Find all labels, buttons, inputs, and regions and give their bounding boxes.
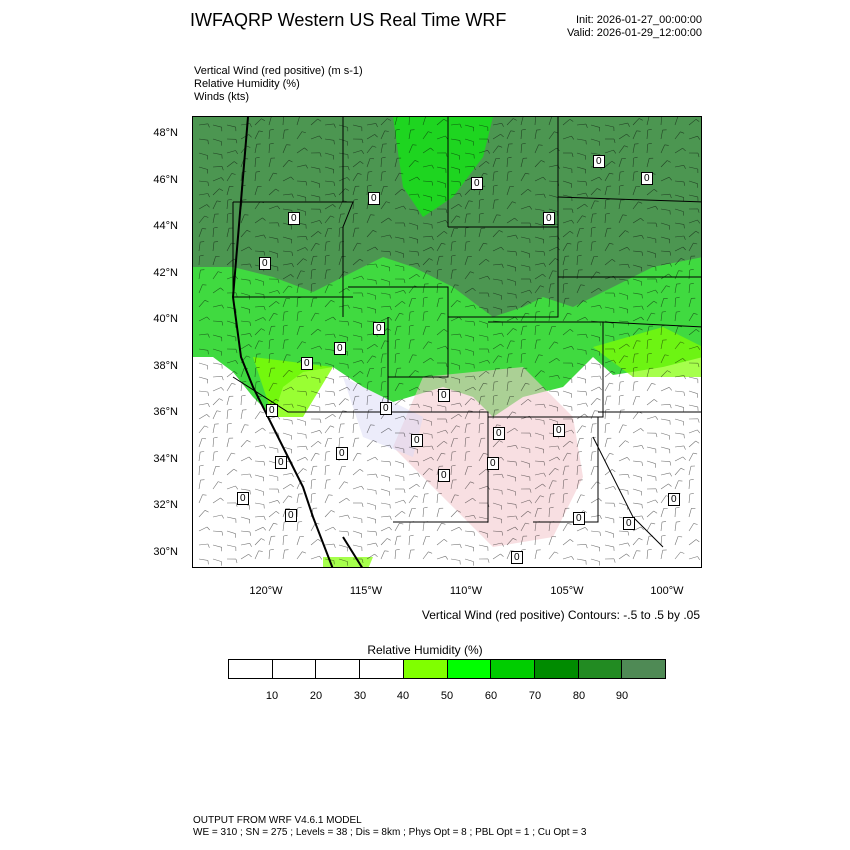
zero-contour-label: 0 bbox=[511, 551, 523, 564]
lat-label: 36°N bbox=[153, 406, 178, 418]
zero-contour-label: 0 bbox=[411, 434, 423, 447]
colorbar-label: 90 bbox=[615, 690, 629, 702]
zero-contour-label: 0 bbox=[288, 212, 300, 225]
zero-contour-label: 0 bbox=[275, 456, 287, 469]
zero-contour-label: 0 bbox=[285, 509, 297, 522]
colorbar-cell bbox=[360, 660, 404, 678]
zero-contour-label: 0 bbox=[593, 155, 605, 168]
zero-contour-label: 0 bbox=[543, 212, 555, 225]
zero-contour-label: 0 bbox=[380, 402, 392, 415]
field-list bbox=[194, 65, 363, 104]
colorbar-label: 10 bbox=[265, 690, 279, 702]
zero-contour-label: 0 bbox=[487, 457, 499, 470]
lat-label: 34°N bbox=[153, 453, 178, 465]
lat-label: 32°N bbox=[153, 499, 178, 511]
colorbar bbox=[228, 659, 666, 679]
valid-time: Valid: 2026-01-29_12:00:00 bbox=[567, 27, 702, 39]
field-relative-humidity: Relative Humidity (%) bbox=[194, 78, 300, 90]
map-graphic bbox=[193, 117, 702, 568]
colorbar-label: 60 bbox=[484, 690, 498, 702]
zero-contour-label: 0 bbox=[471, 177, 483, 190]
footer-line: OUTPUT FROM WRF V4.6.1 MODEL bbox=[193, 815, 362, 826]
lon-label: 100°W bbox=[650, 585, 684, 597]
init-time: Init: 2026-01-27_00:00:00 bbox=[576, 14, 702, 26]
colorbar-cell bbox=[316, 660, 360, 678]
lat-label: 46°N bbox=[153, 174, 178, 186]
colorbar-cell bbox=[404, 660, 448, 678]
colorbar-label: 70 bbox=[528, 690, 542, 702]
colorbar-label: 50 bbox=[440, 690, 454, 702]
colorbar-cell bbox=[273, 660, 317, 678]
lat-label: 38°N bbox=[153, 360, 178, 372]
zero-contour-label: 0 bbox=[573, 512, 585, 525]
lon-label: 110°W bbox=[449, 585, 483, 597]
colorbar-cell bbox=[535, 660, 579, 678]
contour-note: Vertical Wind (red positive) Contours: -.5 to .5 by .05 bbox=[421, 608, 700, 622]
zero-contour-label: 0 bbox=[237, 492, 249, 505]
colorbar-cell bbox=[579, 660, 623, 678]
zero-contour-label: 0 bbox=[266, 404, 278, 417]
lat-label: 48°N bbox=[153, 127, 178, 139]
zero-contour-label: 0 bbox=[301, 357, 313, 370]
lon-label: 120°W bbox=[249, 585, 283, 597]
colorbar-label: 20 bbox=[309, 690, 323, 702]
lon-label: 115°W bbox=[349, 585, 383, 597]
colorbar-label: 80 bbox=[572, 690, 586, 702]
zero-contour-label: 0 bbox=[553, 424, 565, 437]
zero-contour-label: 0 bbox=[336, 447, 348, 460]
lat-label: 44°N bbox=[153, 220, 178, 232]
colorbar-cell bbox=[448, 660, 492, 678]
zero-contour-label: 0 bbox=[438, 469, 450, 482]
zero-contour-label: 0 bbox=[438, 389, 450, 402]
zero-contour-label: 0 bbox=[373, 322, 385, 335]
lat-label: 40°N bbox=[153, 313, 178, 325]
time-info bbox=[567, 14, 702, 40]
colorbar-label: 40 bbox=[396, 690, 410, 702]
field-winds: Winds (kts) bbox=[194, 91, 249, 103]
zero-contour-label: 0 bbox=[623, 517, 635, 530]
zero-contour-label: 0 bbox=[668, 493, 680, 506]
colorbar-label: 30 bbox=[353, 690, 367, 702]
zero-contour-label: 0 bbox=[641, 172, 653, 185]
lat-label: 30°N bbox=[153, 546, 178, 558]
map-panel bbox=[192, 116, 702, 568]
colorbar-cell bbox=[491, 660, 535, 678]
colorbar-cell bbox=[229, 660, 273, 678]
colorbar-title: Relative Humidity (%) bbox=[367, 643, 483, 657]
zero-contour-label: 0 bbox=[334, 342, 346, 355]
colorbar-cell bbox=[622, 660, 665, 678]
zero-contour-label: 0 bbox=[259, 257, 271, 270]
footer-line: WE = 310 ; SN = 275 ; Levels = 38 ; Dis = 8km ; Phys Opt = 8 ; PBL Opt = 1 ; Cu Opt = 3 bbox=[193, 827, 587, 838]
lat-label: 42°N bbox=[153, 267, 178, 279]
field-vertical-wind: Vertical Wind (red positive) (m s-1) bbox=[194, 65, 363, 77]
plot-title: IWFAQRP Western US Real Time WRF bbox=[190, 10, 507, 30]
model-footer bbox=[193, 815, 586, 839]
zero-contour-label: 0 bbox=[368, 192, 380, 205]
lon-label: 105°W bbox=[550, 585, 584, 597]
zero-contour-label: 0 bbox=[493, 427, 505, 440]
